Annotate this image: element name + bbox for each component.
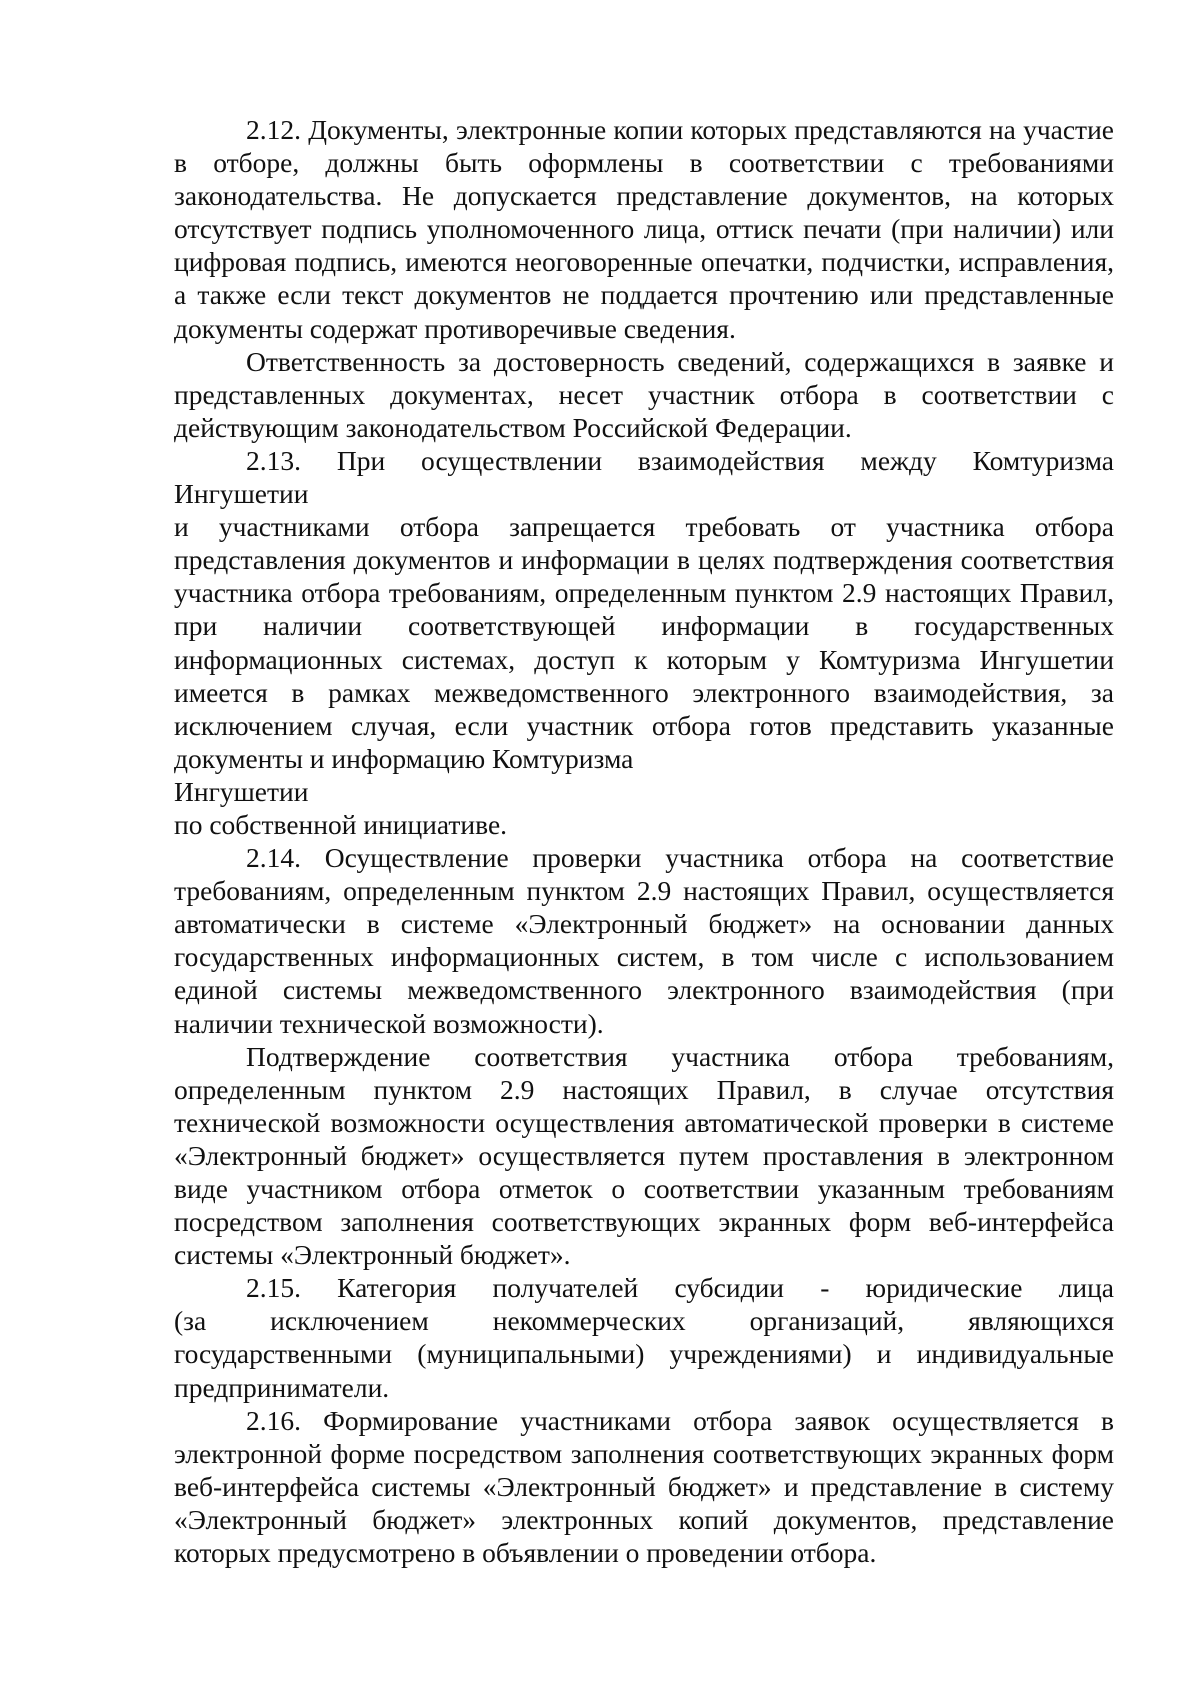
paragraph-2-14: 2.14. Осуществление проверки участника отбора на соответствие требованиям, определенным пунктом 2.9 настоящих Правил, осуществляется автоматически в системе «Электронный бюджет» на основании данных государственных информационных систем, в том числе с использованием единой системы межведомственного электронного взаимодействия (при наличии технической возможности).	[174, 842, 1114, 1039]
paragraph-2-16: 2.16. Формирование участниками отбора заявок осуществляется в электронной форме посредством заполнения соответствующих экранных форм веб-интерфейса системы «Электронный бюджет» и представление в систему «Электронный бюджет» электронных копий документов, представление которых предусмотрено в объявлении о проведении отбора.	[174, 1404, 1114, 1569]
paragraph-2-13-final-line: по собственной инициативе.	[174, 808, 508, 840]
paragraph-responsibility: Ответственность за достоверность сведений, содержащихся в заявке и представленных документах, несет участник отбора в соответствии с действующим законодательством Российской Федерации.	[174, 345, 1114, 443]
paragraph-2-13-body: и участниками отбора запрещается требовать от участника отбора представления документов и информации в целях подтверждения соответствия участника отбора требованиям, определенным пунктом 2.9 настоящих Правил, при наличии соответствующей информации в государственных информационных системах, доступ к которым у Комтуризма Ингушетии имеется в рамках межведомственного электронного взаимодействия, за исключением случая, если участник отбора готов представить указанные документы и информацию Комтуризма	[174, 511, 1114, 774]
paragraph-2-15-line-2: (за исключением некоммерческих организаций, являющихся	[174, 1305, 1114, 1337]
paragraph-2-15-line-3: государственными (муниципальными) учреждениями) и индивидуальные	[174, 1338, 1114, 1370]
paragraph-2-15-line-1: 2.15. Категория получателей субсидии - юридические лица	[246, 1272, 1114, 1304]
paragraph-2-13-first-line: 2.13. При осуществлении взаимодействия между Комтуризма	[246, 444, 1114, 476]
paragraph-2-15-line-4: предприниматели.	[174, 1371, 390, 1403]
paragraph-2-13-second-line: Ингушетии	[174, 478, 309, 510]
paragraph-confirmation: Подтверждение соответствия участника отбора требованиям, определенным пунктом 2.9 настоящих Правил, в случае отсутствия технической возможности осуществления автоматической проверки в системе «Электронный бюджет» осуществляется путем проставления в электронном виде участником отбора отметок о соответствии указанным требованиям посредством заполнения соответствующих экранных форм веб-интерфейса системы «Электронный бюджет».	[174, 1040, 1114, 1271]
paragraph-2-12: 2.12. Документы, электронные копии которых представляются на участие в отборе, должны быть оформлены в соответствии с требованиями законодательства. Не допускается представление документов, на которых отсутствует подпись уполномоченного лица, оттиск печати (при наличии) или цифровая подпись, имеются неоговоренные опечатки, подчистки, исправления, а также если текст документов не поддается прочтению или представленные документы содержат противоречивые сведения.	[174, 114, 1114, 344]
paragraph-2-13-ending-line: Ингушетии	[174, 775, 309, 807]
document-page	[174, 113, 1114, 1569]
